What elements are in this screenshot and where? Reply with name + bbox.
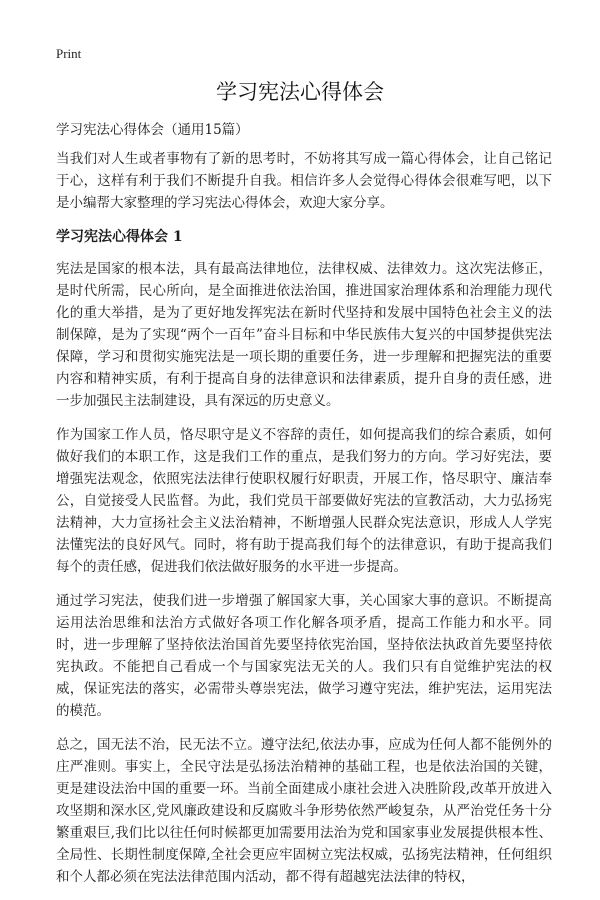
body-paragraph-1: 宪法是国家的根本法，具有最高法律地位，法律权威、法律效力。这次宪法修正，是时代所需，民心所向，是全面推进依法治国，推进国家治理体系和治理能力现代化的重大举措，是为了更好地发挥宪法在新时代坚持和发展中国特色社会主义的法制保障，是为了实现“两个一百年”奋斗目标和中华民族伟大复兴的中国梦提供宪法保障，学习和贯彻实施宪法是一项长期的重要任务，进一步理解和把握宪法的重要内容和精神实质，有利于提高自身的法律意识和法律素质，提升自身的责任感，进一步加强民主法制建设，具有深远的历史意义。 — [56, 261, 552, 409]
article-body — [56, 148, 552, 900]
body-paragraph-2: 作为国家工作人员，恪尽职守是义不容辞的责任，如何提高我们的综合素质，如何做好我们的本职工作，这是我们工作的重点，是我们努力的方向。学习好宪法，要增强宪法观念，依照宪法法律行使职权履行好职责，开展工作，恪尽职守、廉洁奉公，自觉接受人民监督。为此，我们党员干部要做好宪法的宣教活动，大力弘扬宪法精神，大力宣扬社会主义法治精神，不断增强人民群众宪法意识，形成人人学宪法懂宪法的良好风气。同时，将有助于提高我们每个的法律意识，有助于提高我们每个的责任感，促进我们依法做好服务的水平进一步提高。 — [56, 427, 552, 575]
section-heading: 学习宪法心得体会 1 — [56, 229, 183, 245]
document-subtitle: 学习宪法心得体会（通用15篇） — [56, 122, 249, 138]
body-paragraph-4: 总之，国无法不治，民无法不立。遵守法纪,依法办事，应成为任何人都不能例外的庄严准则。事实上，全民守法是弘扬法治精神的基础工程，也是依法治国的关键，更是建设法治中国的重要一环。当前全面建成小康社会进入决胜阶段,改革开放进入攻坚期和深水区,党风廉政建设和反腐败斗争形势依然严峻复杂，从严治党任务十分繁重艰巨,我们比以往任何时候都更加需要用法治为党和国家事业发展提供根本性、全局性、长期性制度保障,全社会更应牢固树立宪法权威，弘扬宪法精神，任何组织和个人都必须在宪法法律范围内活动，都不得有超越宪法法律的特权， — [56, 737, 552, 885]
page-title: 学习宪法心得体会 — [216, 80, 384, 104]
intro-paragraph: 当我们对人生或者事物有了新的思考时，不妨将其写成一篇心得体会，让自己铭记于心，这样有利于我们不断提升自我。相信许多人会觉得心得体会很难写吧，以下是小编帮大家整理的学习宪法心得体会，欢迎大家分享。 — [56, 151, 552, 211]
body-paragraph-3: 通过学习宪法，使我们进一步增强了解国家大事，关心国家大事的意识。不断提高运用法治思维和法治方式做好各项工作化解各项矛盾，提高工作能力和水平。同时，进一步理解了坚持依法治国首先要坚持依宪治国，坚持依法执政首先要坚持依宪执政。不能把自己看成一个与国家宪法无关的人。我们只有自觉维护宪法的权威，保证宪法的落实，必需带头尊崇宪法，做学习遵守宪法，维护宪法，运用宪法的模范。 — [56, 593, 552, 719]
print-link[interactable]: Print — [56, 46, 82, 61]
